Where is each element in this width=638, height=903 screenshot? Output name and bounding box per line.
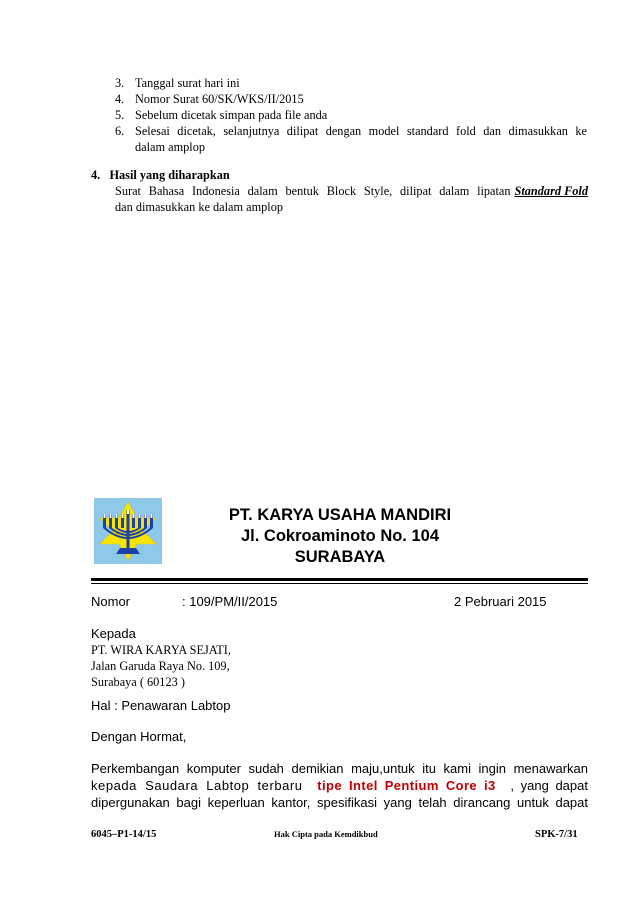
letterhead-divider-thin — [91, 583, 588, 584]
list-item — [115, 75, 240, 91]
section-heading: 4. Hasil yang diharapkan — [91, 168, 230, 182]
standard-fold-emphasis: Standard Fold — [514, 184, 588, 198]
list-text: Sebelum dicetak simpan pada file anda — [135, 108, 328, 122]
list-text: Nomor Surat 60/SK/WKS/II/2015 — [135, 92, 304, 106]
body-line: Perkembangan komputer sudah demikian maju,untuk itu kami ingin menawarkan — [91, 761, 588, 776]
section-text-line: Surat Bahasa Indonesia dalam bentuk Block Style, dilipat dalam lipatan — [115, 184, 511, 198]
list-number: 5. — [115, 108, 125, 122]
company-logo — [94, 498, 162, 564]
list-text: Selesai dicetak, selanjutnya dilipat dengan model standard fold dan dimasukkan ke — [135, 124, 587, 138]
body-line: dipergunakan bagi keperluan kantor, spesifikasi yang telah dirancang untuk dapat — [91, 795, 588, 810]
greeting: Dengan Hormat, — [91, 729, 187, 744]
body-text: kepada Saudara Labtop terbaru — [91, 778, 303, 793]
body-line — [91, 777, 588, 794]
letter-date: 2 Pebruari 2015 — [454, 594, 547, 609]
kepada-label: Kepada — [91, 626, 136, 641]
nomor-value: : 109/PM/II/2015 — [182, 594, 278, 609]
recipient-line: PT. WIRA KARYA SEJATI, — [91, 643, 231, 657]
list-number: 3. — [115, 76, 125, 90]
list-number: 6. — [115, 124, 125, 138]
list-item — [115, 123, 135, 139]
section-text-line: dan dimasukkan ke dalam amplop — [115, 200, 284, 214]
company-city: SURABAYA — [294, 548, 386, 566]
recipient-line: Jalan Garuda Raya No. 109, — [91, 659, 230, 673]
footer-page: SPK-7/31 — [535, 829, 578, 840]
list-text-continued: dalam amplop — [135, 140, 206, 154]
nomor-label: Nomor — [91, 594, 131, 609]
menorah-star-logo-icon — [94, 498, 162, 564]
company-name: PT. KARYA USAHA MANDIRI — [228, 506, 452, 524]
footer-copyright: Hak Cipta pada Kemdikbud — [274, 829, 378, 839]
product-emphasis: tipe Intel Pentium Core i3 — [317, 778, 496, 793]
recipient-line: Surabaya ( 60123 ) — [91, 675, 185, 689]
company-address: Jl. Cokroaminoto No. 104 — [240, 527, 440, 545]
body-text: , yang dapat — [510, 778, 588, 793]
list-text: Tanggal surat hari ini — [135, 76, 240, 90]
list-number: 4. — [115, 92, 125, 106]
letterhead-divider — [91, 578, 588, 581]
list-item — [115, 107, 327, 123]
footer-code: 6045–P1-14/15 — [91, 829, 157, 840]
subject-line: Hal : Penawaran Labtop — [91, 698, 231, 713]
list-item — [115, 91, 304, 107]
section-text — [115, 183, 588, 199]
